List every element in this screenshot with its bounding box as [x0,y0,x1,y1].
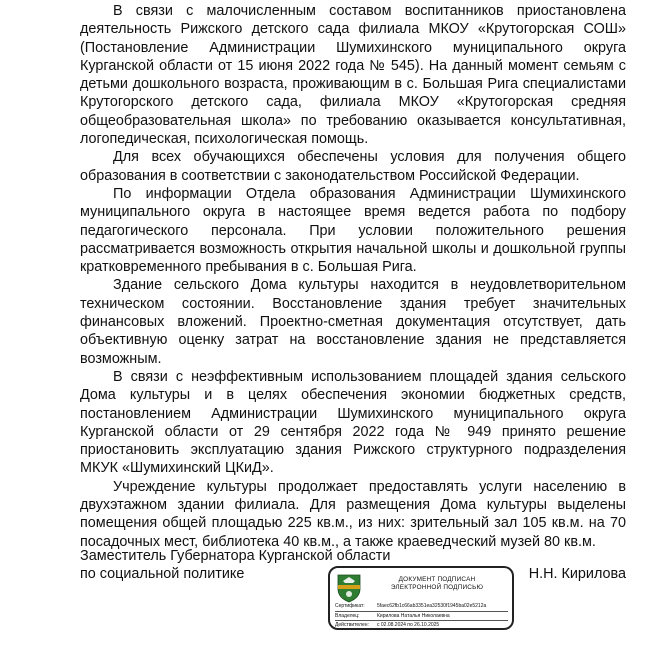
stamp-row-owner [335,612,508,622]
electronic-signature-stamp [328,566,514,630]
stamp-value-owner: Кирилова Наталья Николаевна [377,612,450,619]
signer-position-line2: по социальной политике [80,566,245,583]
coat-of-arms-icon [336,573,362,603]
stamp-label-validity: Действителен: [335,622,369,629]
paragraph-education-conditions: Для всех обучающихся обеспечены условия для получения общего образования в соответствии с законодательством Российской Федерации. [80,149,626,184]
stamp-label-owner: Владелец: [335,612,360,619]
stamp-title [366,576,508,592]
paragraph-culture-building: Здание сельского Дома культуры находится в неудовлетворительном техническом состоянии. Восстановление здания требует значительных финансовых вложений. Проектно-сметная документация отсутствует, дать объективную оценку затрат на восстановление здания не представляется возможным. [80,277,626,367]
paragraph-culture-services: Учреждение культуры продолжает предоставлять услуги населению в двухэтажном здании филиала. Для размещения Дома культуры выделены помещения общей площадью 225 кв.м., из них: зрительный зал 105 кв.м. на 70 посадочных мест, библиотека 40 кв.м., а также краеведческий музей 80 кв.м. [80,478,626,550]
document-body [80,2,626,551]
stamp-title-line2: ЭЛЕКТРОННОЙ ПОДПИСЬЮ [390,584,484,591]
paragraph-suspension: В связи с неэффективным использованием площадей здания сельского Дома культуры и в целях обеспечения экономии бюджетных средств, постановлением Администрации Шумихинского муниципального округа Курганской области от 29 сентября 2022 года № 949 принято решение приостановить эксплуатацию здания Рижского структурного подразделения МКУК «Шумихинский ЦКиД». [80,368,626,477]
stamp-row-validity [335,621,508,630]
stamp-row-certificate [335,602,508,612]
stamp-value-certificate: 5faec62fb1c66ab3351ea32530f1945ba02e5212a [377,603,487,609]
signer-position-line1: Заместитель Губернатора Курганской области [80,548,391,564]
paragraph-kindergarten: В связи с малочисленным составом воспитанников приостановлена деятельность Рижского детского сада филиала МКОУ «Крутогорская СОШ» (Постановление Администрации Шумихинского муниципального округа Курганской области от 15 июня 2022 года № 545). На данный момент семьям с детьми дошкольного возраста, проживающим в с. Большая Рига специалистами Крутогорского детского сада, филиала МКОУ «Крутогорская средняя общеобразовательная школа» по требованию оказывается консультативная, логопедическая, психологическая помощь. [80,3,626,148]
stamp-label-certificate: Сертификат: [335,603,365,609]
signer-name: Н.Н. Кирилова [528,566,626,583]
stamp-title-line1: ДОКУМЕНТ ПОДПИСАН [398,576,476,583]
paragraph-staffing: По информации Отдела образования Администрации Шумихинского муниципального округа в настоящее время ведется работа по подбору педагогического персонала. При условии положительного решения рассматривается возможность открытия начальной школы и дошкольной группы кратковременного пребывания в с. Большая Рига. [80,185,626,276]
stamp-value-validity: с 02.08.2024 по 26.10.2025 [377,622,440,629]
stamp-details [335,602,508,630]
